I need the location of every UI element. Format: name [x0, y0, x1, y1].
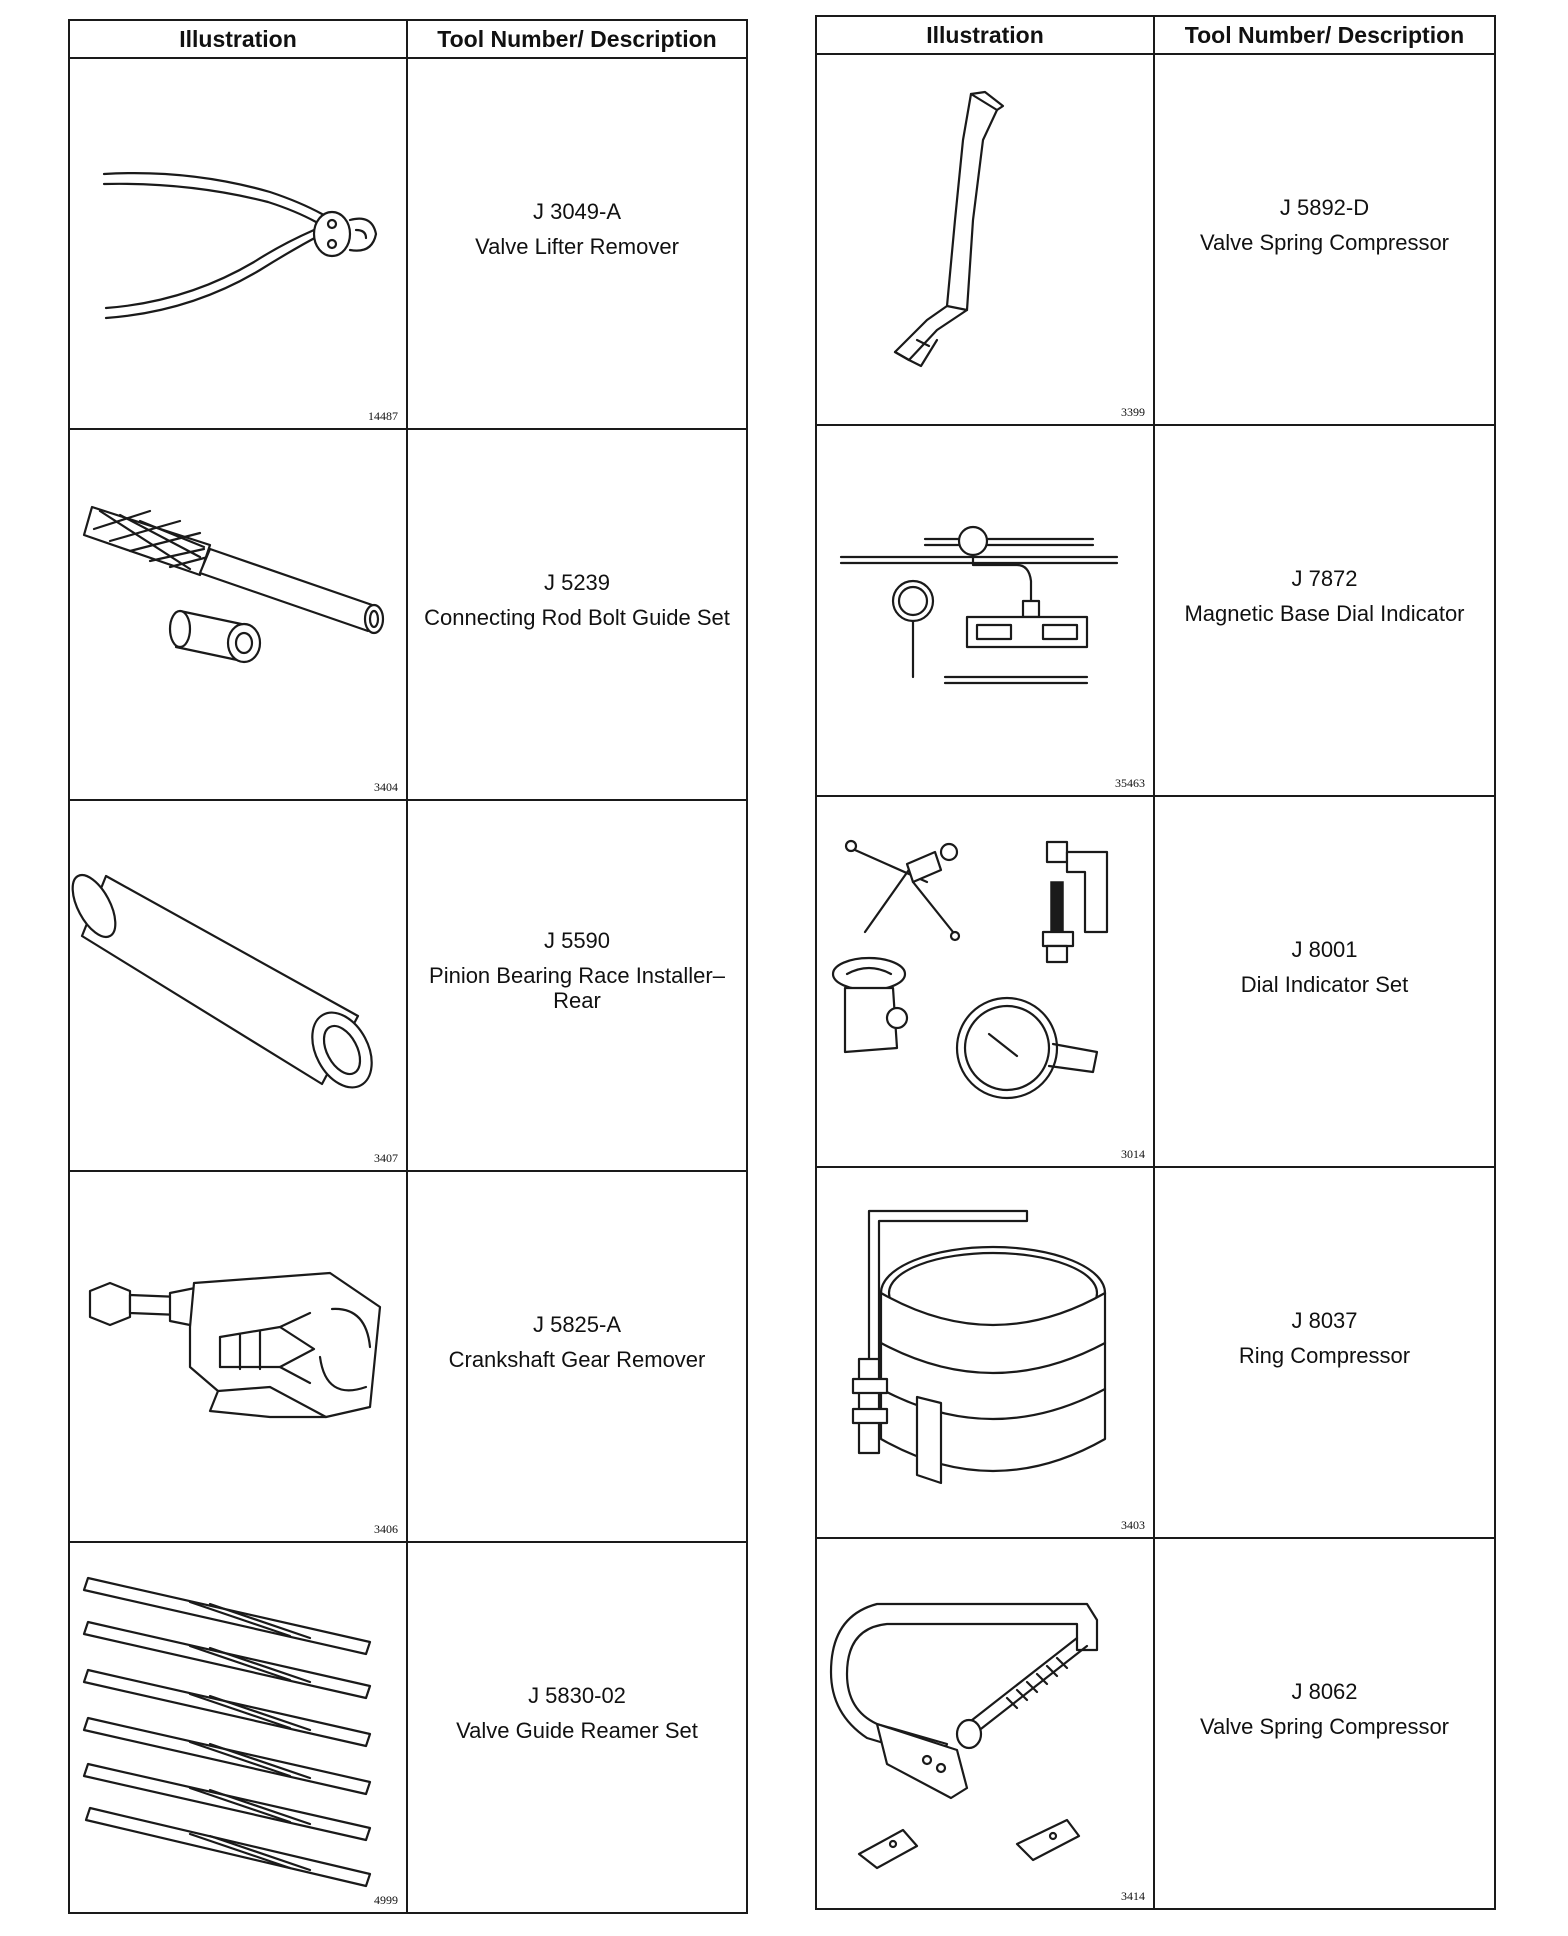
tool-description: Valve Guide Reamer Set [456, 1717, 698, 1743]
tool-description-cell [1154, 796, 1495, 1167]
illustration-cell [816, 54, 1154, 425]
tool-number: J 8062 [1291, 1678, 1358, 1704]
race-installer-icon [70, 801, 406, 1170]
illustration-header: Illustration [816, 16, 1154, 54]
figure-number: 3403 [1121, 1518, 1145, 1532]
tool-number: J 5590 [543, 928, 611, 953]
reamer-set-icon [70, 1543, 406, 1912]
dial-indicator-set-icon [817, 797, 1153, 1166]
table-row [816, 425, 1495, 796]
illustration-cell [69, 58, 407, 429]
table-row [816, 1167, 1495, 1538]
figure-number: 3406 [374, 1522, 398, 1536]
c-clamp-spring-compressor-icon [817, 1539, 1153, 1908]
right-tool-table [815, 15, 1496, 1910]
illustration-cell [816, 1538, 1154, 1909]
illustration-cell [69, 1542, 407, 1913]
left-tool-table [68, 19, 748, 1914]
tool-number: J 8001 [1291, 936, 1358, 962]
tool-description-cell [1154, 54, 1495, 425]
table-row [69, 1171, 747, 1542]
rod-bolt-guide-icon [70, 430, 406, 799]
illustration-cell [69, 800, 407, 1171]
illustration-cell [69, 1171, 407, 1542]
tool-description-cell [407, 1171, 747, 1542]
figure-number: 3404 [374, 780, 398, 794]
tool-description-cell [407, 1542, 747, 1913]
tool-description-cell [407, 429, 747, 800]
ring-compressor-icon [817, 1168, 1153, 1537]
tool-description: Valve Lifter Remover [475, 233, 679, 259]
table-row [816, 1538, 1495, 1909]
tool-description: Connecting Rod Bolt Guide Set [424, 604, 730, 630]
pliers-icon [70, 59, 406, 428]
tool-description: Dial Indicator Set [1240, 971, 1409, 997]
tool-number: J 3049-A [532, 198, 622, 224]
figure-number: 3414 [1121, 1889, 1145, 1903]
illustration-cell [816, 425, 1154, 796]
tool-description: Magnetic Base Dial Indicator [1184, 600, 1465, 626]
tool-number: J 5892-D [1279, 194, 1370, 220]
figure-number: 3407 [374, 1151, 398, 1165]
tool-description: Ring Compressor [1238, 1342, 1411, 1368]
figure-number: 3399 [1121, 405, 1145, 419]
table-row [816, 54, 1495, 425]
table-row [69, 800, 747, 1171]
tool-number-header: Tool Number/ Description [1154, 16, 1495, 54]
tool-description-cell [1154, 425, 1495, 796]
tool-description: Valve Spring Compressor [1199, 1713, 1450, 1739]
figure-number: 35463 [1115, 776, 1145, 790]
illustration-cell [816, 1167, 1154, 1538]
tool-description: Pinion Bearing Race Installer–Rear [429, 963, 725, 1013]
figure-number: 3014 [1121, 1147, 1145, 1161]
table-row [69, 429, 747, 800]
tool-description-cell [407, 58, 747, 429]
magnetic-dial-indicator-icon [817, 426, 1153, 795]
tool-number: J 7872 [1291, 565, 1358, 591]
illustration-cell [816, 796, 1154, 1167]
gear-remover-icon [70, 1172, 406, 1541]
tool-number-header: Tool Number/ Description [407, 20, 747, 58]
figure-number: 14487 [368, 409, 398, 423]
tool-description-cell [407, 800, 747, 1171]
tool-description-cell [1154, 1167, 1495, 1538]
table-row [69, 58, 747, 429]
tool-description: Valve Spring Compressor [1199, 229, 1450, 255]
table-row [69, 1542, 747, 1913]
illustration-header: Illustration [69, 20, 407, 58]
tool-number: J 5239 [543, 569, 611, 595]
tool-number: J 5825-A [532, 1311, 622, 1337]
tool-description-cell [1154, 1538, 1495, 1909]
tool-description: Crankshaft Gear Remover [448, 1346, 706, 1372]
illustration-cell [69, 429, 407, 800]
table-row [816, 796, 1495, 1167]
tool-number: J 5830-02 [528, 1682, 626, 1708]
figure-number: 4999 [374, 1893, 398, 1907]
tool-number: J 8037 [1291, 1307, 1358, 1333]
spring-compressor-lever-icon [817, 55, 1153, 424]
